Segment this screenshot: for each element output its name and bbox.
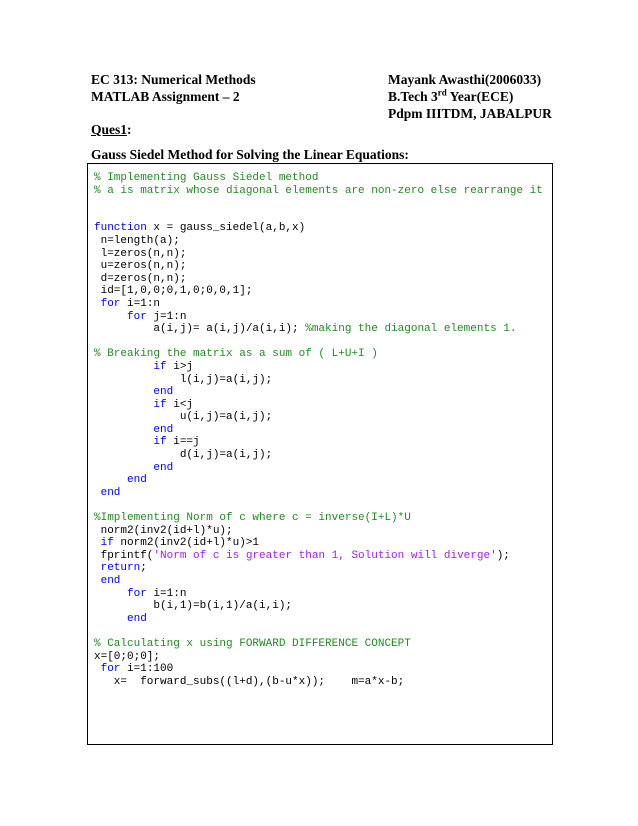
code-comment: % Implementing Gauss Siedel method xyxy=(94,172,319,184)
code-comment: % Calculating x using FORWARD DIFFERENCE CONCEPT xyxy=(94,637,411,650)
question-colon: : xyxy=(127,122,132,137)
code-text xyxy=(94,462,153,474)
code-text: i==j xyxy=(166,436,200,449)
code-line xyxy=(94,462,543,475)
code-text xyxy=(94,575,101,587)
code-line xyxy=(94,537,543,550)
code-text xyxy=(94,613,127,625)
code-string: 'Norm of c is greater than 1, Solution will diverge' xyxy=(153,549,497,562)
code-text xyxy=(94,386,153,398)
code-keyword: end xyxy=(153,386,174,399)
code-keyword: end xyxy=(153,461,174,474)
code-text: norm2(inv2(id+l)*u)>1 xyxy=(113,537,260,550)
code-line xyxy=(94,512,543,525)
code-line xyxy=(94,436,543,449)
code-line xyxy=(94,474,543,487)
code-line xyxy=(94,348,543,361)
code-line xyxy=(94,625,543,638)
code-line xyxy=(94,235,543,248)
author-institute: Pdpm IIITDM, JABALPUR xyxy=(388,106,552,121)
code-line xyxy=(94,600,543,613)
program-suffix: Year(ECE) xyxy=(446,89,514,104)
code-keyword: end xyxy=(153,423,174,436)
code-line xyxy=(94,210,543,223)
code-text: d=zeros(n,n); xyxy=(94,272,187,285)
code-text: i<j xyxy=(166,398,194,411)
code-text xyxy=(94,663,101,675)
code-text xyxy=(94,298,101,310)
code-line xyxy=(94,197,543,210)
code-comment: %making the diagonal elements 1. xyxy=(305,323,517,336)
code-line xyxy=(94,411,543,424)
code-text xyxy=(94,436,153,448)
section-title: Gauss Siedel Method for Solving the Linear Equations: xyxy=(91,147,409,162)
code-text xyxy=(94,588,127,600)
header-left xyxy=(91,71,256,105)
code-keyword: if xyxy=(153,436,167,449)
code-comment: %Implementing Norm of c where c = inverse(I+L)*U xyxy=(94,512,411,525)
code-line xyxy=(94,525,543,538)
code-text: u=zeros(n,n); xyxy=(94,260,187,273)
code-text xyxy=(94,399,153,411)
code-text: x=[0;0;0]; xyxy=(94,650,161,663)
question-heading xyxy=(91,122,132,138)
code-line xyxy=(94,663,543,676)
code-line xyxy=(94,185,543,198)
code-line xyxy=(94,222,543,235)
course-title: EC 313: Numerical Methods xyxy=(91,72,256,87)
header-right xyxy=(388,71,552,122)
program-superscript: rd xyxy=(437,87,447,98)
question-label: Ques1 xyxy=(91,122,128,137)
code-text: x= forward_subs((l+d),(b-u*x)); m=a*x-b; xyxy=(94,675,405,688)
code-comment: % Breaking the matrix as a sum of ( L+U+I ) xyxy=(94,348,378,361)
code-line xyxy=(94,588,543,601)
code-line xyxy=(94,651,543,664)
code-line xyxy=(94,449,543,462)
code-text: i=1:100 xyxy=(120,663,174,676)
code-comment: % a is matrix whose diagonal elements are non-zero else rearrange it xyxy=(94,184,543,197)
code-line xyxy=(94,336,543,349)
code-text: ; xyxy=(140,562,147,575)
code-keyword: function xyxy=(94,222,147,235)
code-line xyxy=(94,575,543,588)
code-keyword: end xyxy=(127,612,147,625)
code-keyword: if xyxy=(153,398,167,411)
code-text: fprintf( xyxy=(94,549,154,562)
code-line xyxy=(94,311,543,324)
code-listing-box xyxy=(87,163,553,745)
code-listing xyxy=(94,172,543,688)
code-text xyxy=(94,537,101,549)
code-keyword: for xyxy=(100,297,121,310)
code-text xyxy=(94,311,127,323)
code-text xyxy=(94,474,127,486)
assignment-title: MATLAB Assignment – 2 xyxy=(91,89,240,104)
code-keyword: for xyxy=(100,663,121,676)
code-keyword: end xyxy=(127,474,147,487)
code-line xyxy=(94,285,543,298)
code-text xyxy=(94,424,153,436)
code-text: n=length(a); xyxy=(94,234,180,247)
code-line xyxy=(94,613,543,626)
code-line xyxy=(94,499,543,512)
code-line xyxy=(94,562,543,575)
code-line xyxy=(94,248,543,261)
code-line xyxy=(94,638,543,651)
code-text xyxy=(94,487,101,499)
code-line xyxy=(94,550,543,563)
code-line xyxy=(94,374,543,387)
code-keyword: if xyxy=(153,360,167,373)
code-line xyxy=(94,676,543,689)
code-text: l(i,j)=a(i,j); xyxy=(94,373,273,386)
code-text: ); xyxy=(496,549,510,562)
code-keyword: end xyxy=(100,486,121,499)
code-keyword: return xyxy=(100,562,141,575)
code-keyword: end xyxy=(100,575,121,587)
code-line xyxy=(94,273,543,286)
code-text: b(i,1)=b(i,1)/a(i,i); xyxy=(94,600,293,613)
code-line xyxy=(94,424,543,437)
code-line xyxy=(94,361,543,374)
code-text: norm2(inv2(id+l)*u); xyxy=(94,524,233,537)
code-text: i=1:n xyxy=(120,297,161,310)
code-keyword: for xyxy=(127,587,147,600)
author-program xyxy=(388,88,552,105)
code-line xyxy=(94,399,543,412)
code-text xyxy=(94,562,101,574)
code-text: j=1:n xyxy=(146,310,187,323)
code-line xyxy=(94,386,543,399)
code-line xyxy=(94,260,543,273)
code-text: u(i,j)=a(i,j); xyxy=(94,411,273,424)
code-line xyxy=(94,298,543,311)
author-name: Mayank Awasthi(2006033) xyxy=(388,72,542,87)
code-line xyxy=(94,323,543,336)
code-line xyxy=(94,172,543,185)
code-keyword: if xyxy=(100,537,114,550)
code-text: i=1:n xyxy=(146,587,187,600)
code-text: id=[1,0,0;0,1,0;0,0,1]; xyxy=(94,285,253,298)
program-prefix: B.Tech 3 xyxy=(388,89,438,104)
code-text: l=zeros(n,n); xyxy=(94,247,187,260)
code-keyword: for xyxy=(127,310,147,323)
code-text: x = gauss_siedel(a,b,x) xyxy=(146,222,306,235)
code-line xyxy=(94,487,543,500)
code-text: i>j xyxy=(166,360,194,373)
code-text: a(i,j)= a(i,j)/a(i,i); xyxy=(94,323,306,336)
code-text xyxy=(94,361,153,373)
code-text: d(i,j)=a(i,j); xyxy=(94,449,273,462)
